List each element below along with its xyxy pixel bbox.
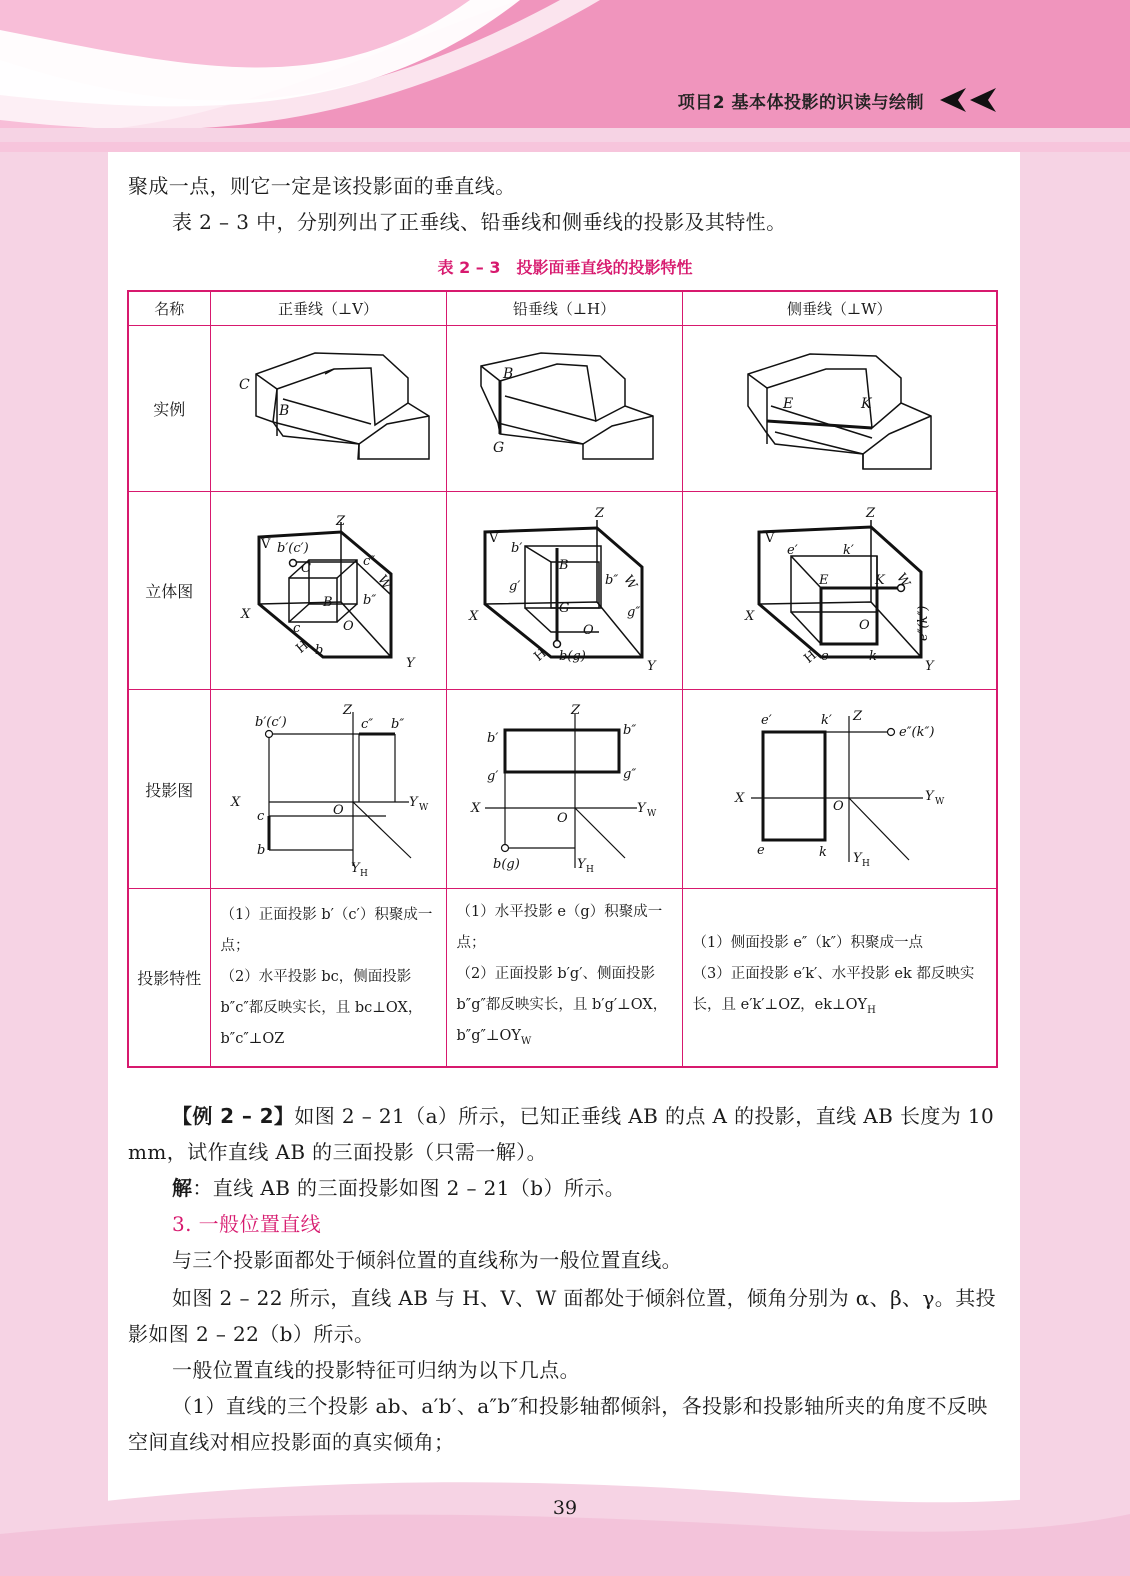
svg-text:e′: e′	[760, 713, 772, 728]
svg-text:O: O	[556, 811, 568, 826]
header-col2: 铅垂线（⊥H）	[446, 291, 682, 326]
svg-text:Y: Y	[350, 861, 360, 876]
svg-text:k: k	[818, 845, 827, 860]
svg-text:B: B	[278, 403, 289, 419]
svg-text:O: O	[332, 803, 344, 818]
section-paragraph-4: （1）直线的三个投影 ab、a′b′、a″b″和投影轴都倾斜，各投影和投影轴所夹的角度不反映空间直线对相应投影面的真实倾角；	[128, 1394, 988, 1454]
page-number: 39	[552, 1497, 578, 1519]
table-caption: 表 2 – 3 投影面垂直线的投影特性	[437, 258, 693, 277]
svg-text:g″: g″	[622, 767, 636, 782]
svg-text:b: b	[256, 843, 265, 858]
intro-line-1: 聚成一点，则它一定是该投影面的垂直线。	[128, 174, 516, 198]
svg-text:e: e	[820, 649, 829, 664]
svg-text:Z: Z	[342, 703, 352, 718]
svg-text:W: W	[934, 797, 944, 807]
svg-text:e′: e′	[786, 543, 798, 558]
svg-text:b: b	[314, 643, 323, 658]
chapter-title: 项目2 基本体投影的识读与绘制	[677, 93, 924, 113]
svg-text:C: C	[238, 377, 250, 393]
row-label-properties: 投影特性	[128, 889, 210, 1067]
svg-text:X: X	[744, 609, 754, 624]
svg-text:H: H	[359, 869, 368, 879]
svg-text:Y: Y	[924, 789, 934, 804]
svg-text:e: e	[756, 843, 765, 858]
table-row	[128, 326, 997, 492]
svg-text:Z: Z	[865, 506, 875, 521]
svg-text:Y: Y	[852, 851, 862, 866]
svg-text:K: K	[874, 573, 885, 588]
svg-text:W: W	[646, 809, 656, 819]
section-paragraph-3: 一般位置直线的投影特征可归纳为以下几点。	[172, 1358, 580, 1382]
table-row	[128, 492, 997, 690]
svg-text:V: V	[764, 531, 774, 546]
row-label-iso: 立体图	[128, 492, 210, 690]
svg-text:Z: Z	[594, 506, 604, 521]
iso-figure-3	[682, 492, 997, 690]
svg-text:O: O	[582, 623, 594, 638]
svg-text:Z: Z	[570, 703, 580, 718]
svg-text:k′: k′	[820, 713, 832, 728]
svg-text:Z: Z	[335, 514, 345, 529]
properties-col2: （1）水平投影 e（g）积聚成一点； （2）正面投影 b′g′、侧面投影 b″g″都反映实长，且 b′g′⊥OX，$b''g''\perp OY_W$	[446, 889, 682, 1067]
table-row	[128, 889, 997, 1067]
svg-text:b(g): b(g)	[492, 857, 520, 872]
section-heading: 3. 一般位置直线	[172, 1212, 322, 1236]
svg-text:C: C	[300, 561, 311, 576]
projection-figure-2	[446, 690, 682, 889]
example-figure-1	[210, 326, 446, 492]
svg-text:Y: Y	[924, 659, 934, 674]
svg-text:Y: Y	[576, 857, 586, 872]
svg-text:e″(k″): e″(k″)	[898, 725, 934, 740]
svg-text:X: X	[240, 607, 250, 622]
properties-col3: （1）侧面投影 e″（k″）积聚成一点 （3）正面投影 e′k′、水平投影 ek 都反映实长，且 e′k′⊥OZ，$ek\perp OY_H$	[682, 889, 997, 1067]
svg-text:b″: b″	[622, 723, 636, 738]
svg-text:b″: b″	[390, 717, 404, 732]
header-name: 名称	[128, 291, 210, 326]
svg-text:V: V	[260, 537, 270, 552]
svg-text:c: c	[292, 621, 300, 636]
svg-text:H: H	[861, 859, 870, 869]
svg-text:H: H	[530, 645, 550, 665]
svg-text:c″: c″	[360, 717, 373, 732]
svg-text:X: X	[470, 801, 480, 816]
svg-text:B: B	[322, 595, 333, 610]
header-col1: 正垂线（⊥V）	[210, 291, 446, 326]
svg-text:H: H	[800, 647, 820, 667]
svg-text:k′: k′	[842, 543, 854, 558]
svg-text:H: H	[585, 865, 594, 875]
example-figure-3	[682, 326, 997, 492]
svg-text:X: X	[734, 791, 744, 806]
svg-text:V: V	[488, 531, 498, 546]
header-band	[0, 0, 1130, 160]
svg-text:B: B	[558, 558, 569, 573]
svg-text:Y: Y	[636, 801, 646, 816]
iso-figure-1	[210, 492, 446, 690]
header-col3: 侧垂线（⊥W）	[682, 291, 997, 326]
svg-text:K: K	[860, 396, 871, 412]
section-paragraph-2: 如图 2 – 22 所示，直线 AB 与 H、V、W 面都处于倾斜位置，倾角分别为 α、β、γ。其投影如图 2 – 22（b）所示。	[128, 1286, 996, 1346]
intro-line-2: 表 2 – 3 中，分别列出了正垂线、铅垂线和侧垂线的投影及其特性。	[172, 210, 787, 234]
table-row	[128, 690, 997, 889]
iso-figure-2	[446, 492, 682, 690]
svg-text:W: W	[619, 573, 640, 593]
svg-text:b″: b″	[604, 573, 618, 588]
svg-text:c″: c″	[362, 554, 375, 569]
svg-text:G: G	[558, 601, 569, 616]
svg-text:Y: Y	[405, 656, 415, 671]
svg-text:e″(k″): e″(k″)	[915, 605, 931, 641]
projection-figure-3	[682, 690, 997, 889]
projection-table	[127, 290, 998, 1068]
svg-text:X: X	[230, 795, 240, 810]
svg-text:E: E	[818, 573, 828, 588]
svg-text:g″: g″	[626, 605, 640, 620]
svg-text:O: O	[858, 618, 870, 633]
svg-text:H: H	[292, 637, 312, 657]
svg-text:c: c	[256, 809, 264, 824]
svg-text:X: X	[468, 609, 478, 624]
svg-text:B: B	[502, 366, 513, 382]
svg-text:b′: b′	[486, 731, 498, 746]
svg-text:E: E	[782, 396, 793, 412]
svg-text:g′: g′	[508, 579, 520, 594]
svg-text:W: W	[418, 803, 428, 813]
example-paragraph: 【例 2 – 2】如图 2 – 21（a）所示，已知正垂线 AB 的点 A 的投影，直线 AB 长度为 10 mm，试作直线 AB 的三面投影（只需一解）。	[128, 1104, 995, 1164]
svg-text:Y: Y	[646, 659, 656, 674]
svg-text:b′(c′): b′(c′)	[254, 715, 287, 730]
svg-text:G: G	[492, 440, 504, 456]
section-paragraph-1: 与三个投影面都处于倾斜位置的直线称为一般位置直线。	[172, 1248, 682, 1272]
svg-text:b(g): b(g)	[558, 649, 586, 664]
double-arrow-icon	[938, 86, 1000, 114]
svg-text:b′: b′	[510, 541, 522, 556]
projection-figure-1	[210, 690, 446, 889]
footer-wave	[0, 1474, 1130, 1576]
svg-text:g′: g′	[486, 769, 498, 784]
solution-paragraph: 解：直线 AB 的三面投影如图 2 – 21（b）所示。	[172, 1176, 626, 1200]
svg-text:Z: Z	[852, 709, 862, 724]
svg-text:b″: b″	[362, 593, 376, 608]
svg-text:k: k	[868, 649, 877, 664]
properties-col1: （1）正面投影 b′（c′）积聚成一点； （2）水平投影 bc，侧面投影 b″c″都反映实长，且 bc⊥OX，b″c″⊥OZ	[210, 889, 446, 1067]
example-figure-2	[446, 326, 682, 492]
svg-text:O: O	[832, 799, 844, 814]
table-header-row	[128, 291, 997, 326]
svg-text:b′(c′): b′(c′)	[276, 541, 309, 556]
row-label-example: 实例	[128, 326, 210, 492]
svg-text:W: W	[892, 571, 913, 591]
svg-text:W: W	[373, 573, 394, 593]
svg-text:Y: Y	[408, 795, 418, 810]
svg-text:O: O	[342, 619, 354, 634]
row-label-projection: 投影图	[128, 690, 210, 889]
